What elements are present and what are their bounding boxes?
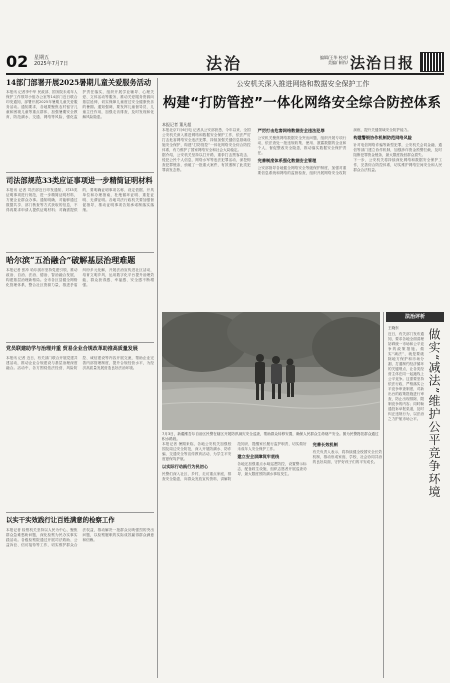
paragraph: 下一步，公安机关将持续深化网络和数据安全保护工作，完善综合防控体系，切实维护网络空间安全和人民群众合法权益。 <box>353 158 442 172</box>
issue-date: 星期五 2025年7月7日 <box>34 55 69 67</box>
left-story-4 <box>6 346 154 506</box>
paragraph: 有关负责人表示，将持续健全校园安全长效机制，推动形成家庭、学校、社会协同共治的良好局面，守护好孩子们的平安成长。 <box>312 450 382 464</box>
story-body: 本报讯 记者李中华 民政部、国务院未成年人保护工作领导小组办公室等14部门近日联合印发通知，部署开展2025年暑期儿童关爱服务活动。通知要求，各地要聚焦农村留守儿童和困境儿童等重点群体，加强暑期安全教育，防范溺水、交通、网络等风险，强化监护责任落实，组织开展学业辅导、心理关爱、文体活动等服务，推动关爱服务资源向基层延伸，切实保障儿童度过安全健康快乐的暑期。通知强调，要发挥儿童督导员、儿童主任作用，加强走访排查，及时发现和化解风险隐患。 <box>6 90 154 119</box>
paragraph: 针对电信网络诈骗等新型犯罪，公安机关会同金融、通信等部门建立协作机制，加强涉诈资金预警拦截，及时阻断犯罪资金链条，最大限度挽回群众损失。 <box>353 143 442 157</box>
news-photo <box>162 312 380 430</box>
story-headline: 司法部规范33类应证事项进一步精简证明材料 <box>6 176 153 185</box>
masthead-rule <box>6 73 444 75</box>
story-divider <box>6 342 154 343</box>
column-tag: 法治评析 <box>386 312 444 322</box>
commentary-headline: 做实“减法”维护公平竞争环境 <box>427 328 441 499</box>
commentary-author: 王晓东 <box>388 326 399 330</box>
photo-caption: 7月3日，新疆维吾尔自治区民警在辖区开展防汛减灾安全巡查，帮助群众转移安置，确保人民群众生命财产安全。图为民警搀扶群众通过积水路段。 <box>162 432 379 441</box>
left-story-5 <box>6 516 154 678</box>
subheading: 以实际行动践行为民初心 <box>162 464 209 469</box>
paper-logo: 法治日报 <box>349 54 414 72</box>
main-headline: 构建“打防管控”一体化网络安全综合防控体系 <box>162 96 442 111</box>
main-kicker: 公安机关深入推进网络和数据安全保护工作 <box>236 80 370 88</box>
column-divider <box>157 78 158 678</box>
paragraph: 据介绍，公安机关坚持以打开路，重拳打击黑客攻击、侵犯公民个人信息、网络水军等违法犯罪活动，深挖彻查犯罪链条，侦破了一批重大案件，有效遏制了此类犯罪高发态势。 <box>162 153 251 172</box>
subheading: 完善制度体系强化数据安全管理 <box>257 158 317 163</box>
left-story-3 <box>6 256 154 342</box>
story-divider <box>6 252 154 253</box>
subheading: 建立安全屏障筑牢底线 <box>237 454 280 459</box>
story-body: 本报记者 张冲 哈尔滨市坚持党建引领，推动政治、自治、法治、德治、智治融合发展，构建基层治理新格局。全市各区县健全网格化管理体系，整合社区资源力量，推进矛盾纠纷多元化解，开展法治宣传进社区活动，培育文明乡风，运用数字化平台提升治理效能，群众获得感、幸福感、安全感不断增强。 <box>6 268 154 287</box>
column-divider <box>383 312 384 678</box>
paragraph: 公安部指导各地健全网络安全等级保护制度，加强对重要信息系统和网络的监督检查，组织开展网络安全攻防演练，提升关键领域安全防护能力。 <box>257 128 411 175</box>
story-headline: 以实干实效践行让百姓满意的检察工作 <box>6 516 115 524</box>
lower-story <box>162 442 382 678</box>
story-body: 本报讯 记者 近日，有关部门联合开展党建共建活动，推动企业合规建设与基层治理深度融合。活动中，各方围绕依法经营、风险防控、诚信建设等内容开展交流，帮助企业完善内部管理制度，提升合规经营水平，为经济高质量发展营造良好法治环境。 <box>6 355 154 370</box>
paragraph: 各地还加强重点水域巡逻防控，设置警示标志，配备救生设施，组织志愿者开展巡查劝导，最大限度预防溺水事故发生。 <box>237 462 307 476</box>
qr-code-icon <box>420 52 444 72</box>
section-title: 法治 <box>206 54 243 73</box>
story-body: 本报记者 检察机关坚持以人民为中心，聚焦群众急难愁盼问题，深化检察为民办实事实践活动。各级检察院通过开展司法救助、公益诉讼、信访接待等工作，切实维护群众合法权益，推动解决一批群众反映强烈的突出问题，以检察履职的实际成效赢得群众满意和信赖。 <box>6 528 154 547</box>
subheading: 严厉打击危害网络数据安全违法犯罪 <box>257 128 325 133</box>
story-headline: 14部门部署开展2025暑期儿童关爱服务活动 <box>6 78 152 87</box>
story-headline: 党员联建助学与治理并重 贸易企业合规改革助推高质量发展 <box>6 346 138 352</box>
paragraph: 本报北京7月6日电 记者从公安部获悉，今年以来，全国公安机关深入推进网络和数据安全保护工作，依法严厉打击危害网络安全违法犯罪，持续加强关键信息基础设施安全保护，构建“打防管控”一体化网络安全综合防控体系，有力维护了国家网络安全和社会大局稳定。 <box>162 128 251 152</box>
paragraph: 民警们深入社区、乡村，走访重点家庭，排查安全隐患，向群众发放宣传资料，讲解防范知识，提醒家长履行监护职责，切实做好未成年人安全保护工作。 <box>162 442 307 481</box>
story-body: 本报讯 记者 司法部近日印发通知，对33类证明事项进行规范，进一步精简证明材料，方便企业群众办事。通知明确，对能够通过数据共享、部门核查等方式获取的信息，不得再要求申请人提供证明材料；对确需提供的，要明确证明事项名称、设定依据、开具单位和办理指南，杜绝循环证明、重复证明、无谓证明。各地司法行政机关要加强督促指导，推动证明事项告知承诺制落实落细。 <box>6 188 154 212</box>
main-byline: 本报记者 董凡超 <box>162 122 192 127</box>
flood-rescue-photo <box>162 312 380 430</box>
story-headline: 哈尔滨“五治融合”破解基层治理难题 <box>6 255 136 265</box>
editor-info: 编辑/王华 校对/ 美编/ 制作/ <box>320 55 348 65</box>
left-story-1 <box>6 78 154 172</box>
paragraph: 本报记者 暑期来临，各地公安机关加强校园及周边安全防范，深入开展防溺水、防诈骗、交通安全等宣传教育活动，为学生平安度夏保驾护航。 <box>162 442 232 461</box>
masthead <box>6 52 444 72</box>
story-divider <box>6 512 154 513</box>
subheading: 构建警银协作机制防范网络风险 <box>353 135 412 140</box>
main-body <box>162 128 442 308</box>
page-number: 02 <box>6 52 29 71</box>
story-divider <box>6 172 154 173</box>
commentary-box <box>386 312 444 676</box>
left-story-2 <box>6 176 154 252</box>
subheading: 完善长效机制 <box>312 442 338 447</box>
commentary-body: 近日，有关部门发布通知，要求各地全面清理妨碍统一市场和公平竞争的政策措施。做实“减法”，就是要破除地方保护和市场分割，打通制约经济循环的关键堵点，让各类经营主体在同一起跑线上公平竞争。这需要坚持依法行政，严格落实公平竞争审查制度，对新出台的政策措施进行审查，防止出现排除、限制竞争的内容；同时畅通投诉举报渠道，及时纠正违规行为，以法治之力护航市场公平。 <box>388 332 424 421</box>
paragraph: 公安机关聚焦网络数据安全突出问题，组织开展专项行动，依法查处一批违规收集、使用、泄露数据的企业和个人，督促整改安全隐患，推动落实数据安全保护责任。 <box>257 136 347 155</box>
